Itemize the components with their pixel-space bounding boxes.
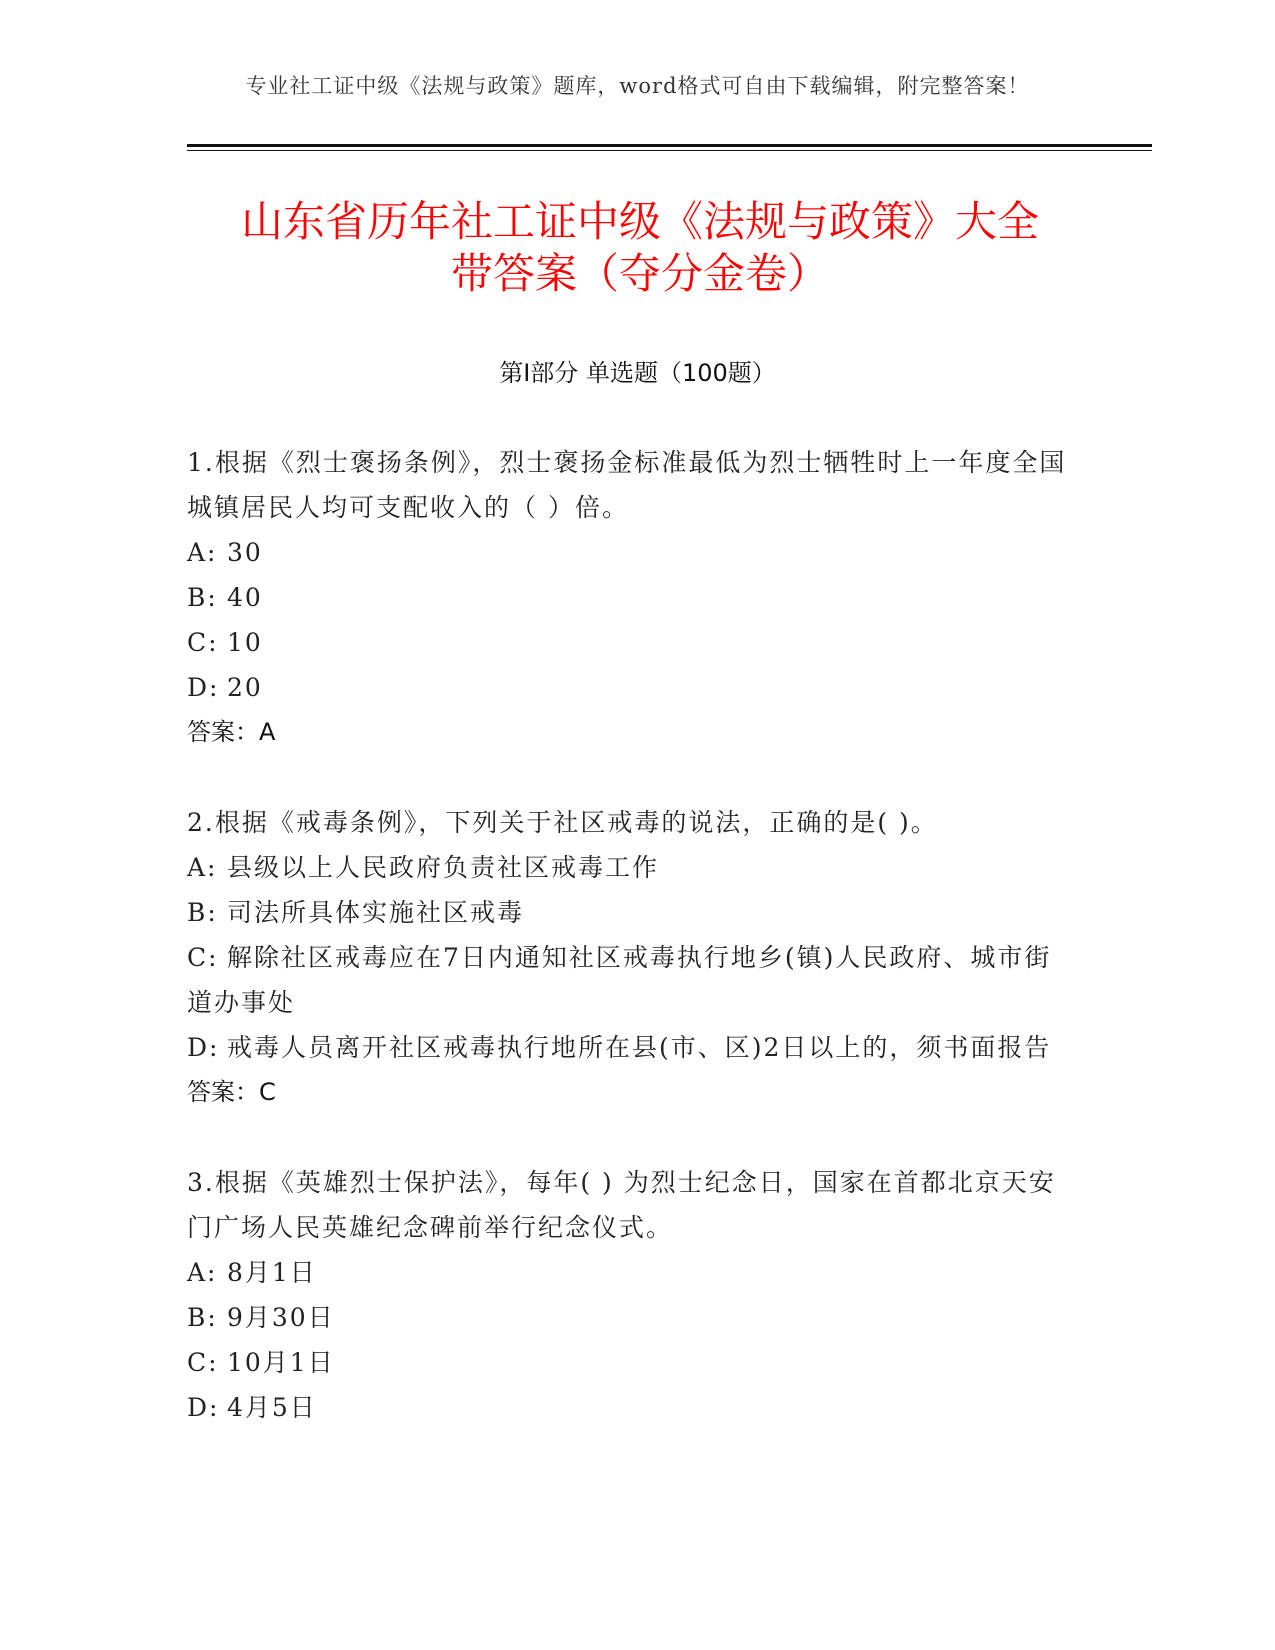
question-stem: 2.根据《戒毒条例》，下列关于社区戒毒的说法，正确的是( )。 xyxy=(187,808,938,837)
option-b xyxy=(187,1295,1067,1340)
option-key: A: xyxy=(187,853,218,882)
option-text: 20 xyxy=(227,673,263,702)
question-stem: 3.根据《英雄烈士保护法》，每年( ) 为烈士纪念日，国家在首都北京天安门广场人民英雄纪念碑前举行纪念仪式。 xyxy=(187,1168,1056,1242)
question-1 xyxy=(187,440,1067,755)
option-b xyxy=(187,575,1067,620)
answer-label: 答案：A xyxy=(187,718,276,746)
document-title xyxy=(190,196,1090,300)
option-d xyxy=(187,665,1067,710)
answer-label: 答案：C xyxy=(187,1078,276,1106)
option-a xyxy=(187,530,1067,575)
option-d xyxy=(187,1025,1067,1070)
question-list xyxy=(187,440,1067,1475)
option-text: 8月1日 xyxy=(227,1258,317,1287)
option-key: C: xyxy=(187,943,219,972)
option-d xyxy=(187,1385,1067,1430)
option-text: 4月5日 xyxy=(227,1393,317,1422)
option-text: 10 xyxy=(227,628,263,657)
option-c xyxy=(187,1340,1067,1385)
document-title-line-1: 山东省历年社工证中级《法规与政策》大全 xyxy=(240,197,1039,246)
option-key: B: xyxy=(187,898,218,927)
option-text: 40 xyxy=(227,583,263,612)
option-c xyxy=(187,620,1067,665)
page-header: 专业社工证中级《法规与政策》题库，word格式可自由下载编辑，附完整答案！ xyxy=(245,74,1030,98)
option-text: 9月30日 xyxy=(227,1303,335,1332)
option-key: A: xyxy=(187,1258,218,1287)
question-stem: 1.根据《烈士褒扬条例》，烈士褒扬金标准最低为烈士牺牲时上一年度全国城镇居民人均可支配收入的（ ）倍。 xyxy=(187,448,1067,522)
option-key: A: xyxy=(187,538,218,567)
option-text: 30 xyxy=(227,538,263,567)
option-text: 戒毒人员离开社区戒毒执行地所在县(市、区)2日以上的，须书面报告 xyxy=(227,1033,1052,1062)
option-key: B: xyxy=(187,1303,218,1332)
header-rule-thick xyxy=(187,144,1152,147)
option-key: D: xyxy=(187,1393,220,1422)
option-a xyxy=(187,1250,1067,1295)
option-key: D: xyxy=(187,673,220,702)
document-title-line-2: 带答案（夺分金卷） xyxy=(450,249,829,298)
question-3 xyxy=(187,1160,1067,1430)
question-2 xyxy=(187,800,1067,1115)
option-key: D: xyxy=(187,1033,220,1062)
option-c xyxy=(187,935,1067,1025)
option-key: C: xyxy=(187,1348,219,1377)
option-key: B: xyxy=(187,583,218,612)
option-text: 10月1日 xyxy=(227,1348,335,1377)
header-rule-thin xyxy=(187,150,1152,151)
option-text: 县级以上人民政府负责社区戒毒工作 xyxy=(227,853,660,882)
option-b xyxy=(187,890,1067,935)
option-a xyxy=(187,845,1067,890)
option-text: 司法所具体实施社区戒毒 xyxy=(227,898,525,927)
section-title: 第Ⅰ部分 单选题（100题） xyxy=(499,359,776,387)
option-key: C: xyxy=(187,628,219,657)
option-text: 解除社区戒毒应在7日内通知社区戒毒执行地乡(镇)人民政府、城市街道办事处 xyxy=(187,943,1052,1017)
